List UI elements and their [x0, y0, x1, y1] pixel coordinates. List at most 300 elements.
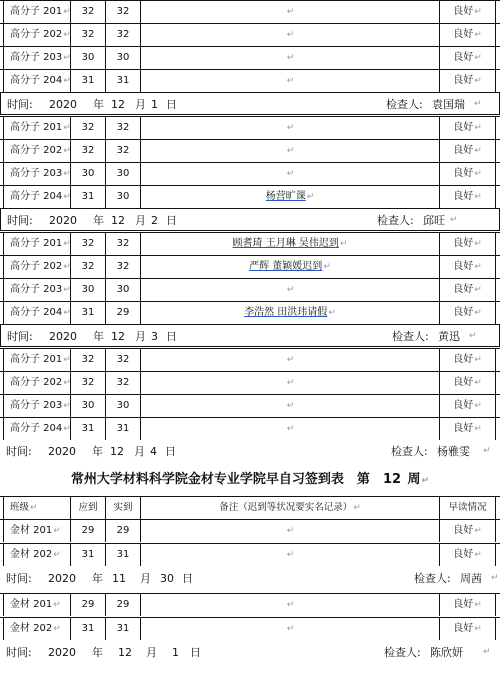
reading-status-cell-text: 良好: [453, 423, 474, 434]
paragraph-mark-icon: ↵: [450, 215, 458, 225]
inspector-label: 检查人:: [391, 445, 428, 458]
class-cell-text: 金材 201: [10, 599, 53, 610]
reading-status-cell: [439, 186, 496, 208]
actual-count-cell-text: 32: [116, 29, 130, 40]
reading-status-cell-text: 良好: [453, 261, 474, 272]
actual-count-cell: [105, 186, 140, 208]
table-row: [0, 46, 500, 69]
class-cell: [3, 24, 70, 46]
header-remark: [140, 497, 439, 519]
expected-count-cell-text: 29: [81, 525, 95, 536]
actual-count-cell-text: 31: [116, 623, 130, 634]
expected-count-cell: [70, 163, 105, 185]
table-row: [0, 23, 500, 46]
expected-count-cell-text: 30: [81, 168, 95, 179]
remark-cell: [140, 163, 439, 185]
actual-count-cell-text: 29: [116, 307, 130, 318]
table-row: [0, 617, 500, 640]
expected-count-cell: [70, 140, 105, 162]
class-cell-text: 高分子 204: [10, 307, 63, 318]
date-inspector-line: [0, 208, 500, 231]
actual-count-cell-text: 32: [116, 261, 130, 272]
actual-count-cell: [105, 163, 140, 185]
day-value: 4: [150, 445, 157, 458]
paragraph-mark-icon: ↵: [63, 192, 71, 202]
header-class: [3, 497, 70, 519]
reading-status-cell: [439, 70, 496, 92]
actual-count-cell: [105, 70, 140, 92]
remark-cell: [140, 24, 439, 46]
expected-count-cell: [70, 544, 105, 566]
reading-status-cell-text: 良好: [453, 6, 474, 17]
expected-count-cell-text: 32: [81, 145, 95, 156]
paragraph-mark-icon: ↵: [474, 262, 482, 272]
reading-status-cell-text: 良好: [453, 122, 474, 133]
paragraph-mark-icon: ↵: [286, 624, 295, 634]
year-value: 2020: [48, 646, 76, 659]
week-label: 第: [356, 472, 370, 487]
actual-count-cell: [105, 47, 140, 69]
class-cell-text: 高分子 202: [10, 377, 63, 388]
paragraph-mark-icon: ↵: [53, 624, 61, 634]
paragraph-mark-icon: ↵: [286, 146, 295, 156]
month-value: 12: [118, 646, 132, 659]
paragraph-mark-icon: ↵: [286, 378, 295, 388]
paragraph-mark-icon: ↵: [474, 169, 482, 179]
table-row: [0, 519, 500, 542]
actual-count-cell-text: 31: [116, 423, 130, 434]
class-cell-text: 高分子 201: [10, 122, 63, 133]
year-unit: 年: [92, 572, 103, 585]
month-unit: 月: [135, 214, 146, 227]
day-unit: 日: [165, 445, 176, 458]
reading-status-cell: [439, 117, 496, 139]
year-value: 2020: [48, 572, 76, 585]
actual-count-cell: [105, 395, 140, 417]
month-unit: 月: [146, 646, 157, 659]
paragraph-mark-icon: ↵: [286, 550, 295, 560]
paragraph-mark-icon: ↵: [474, 239, 482, 249]
paragraph-mark-icon: ↵: [63, 378, 71, 388]
expected-count-cell-text: 32: [81, 29, 95, 40]
paragraph-mark-icon: ↵: [53, 600, 61, 610]
expected-count-cell: [70, 186, 105, 208]
day-unit: 日: [166, 330, 177, 343]
actual-count-cell: [105, 349, 140, 371]
year-unit: 年: [92, 445, 103, 458]
class-cell: [3, 70, 70, 92]
sheet-title-text: 常州大学材料科学院金材专业学院早自习签到表: [70, 472, 344, 487]
actual-count-cell: [105, 520, 140, 542]
reading-status-cell: [439, 256, 496, 278]
paragraph-mark-icon: ↵: [474, 99, 482, 109]
date-inspector-line: [0, 324, 500, 347]
actual-count-cell: [105, 1, 140, 23]
class-cell-text: 高分子 203: [10, 400, 63, 411]
actual-count-cell: [105, 279, 140, 301]
inspector-name: 周茜: [460, 572, 482, 585]
class-cell: [3, 544, 70, 566]
actual-count-cell-text: 30: [116, 191, 130, 202]
inspector-label: 检查人:: [392, 330, 429, 343]
class-cell-text: 高分子 202: [10, 29, 63, 40]
table-row: [0, 278, 500, 301]
inspector-label: 检查人:: [377, 214, 414, 227]
class-cell: [3, 349, 70, 371]
reading-status-cell: [439, 47, 496, 69]
paragraph-mark-icon: ↵: [63, 30, 71, 40]
header-reading: [439, 497, 496, 519]
remark-cell: [140, 349, 439, 371]
header-remark-text: 备注（迟到等状况要实名记录）: [219, 502, 353, 513]
actual-count-cell: [105, 24, 140, 46]
paragraph-mark-icon: ↵: [63, 7, 71, 17]
inspector-name: 邱旺: [423, 214, 445, 227]
actual-count-cell: [105, 594, 140, 616]
reading-status-cell-text: 良好: [453, 52, 474, 63]
class-cell: [3, 279, 70, 301]
reading-status-cell: [439, 302, 496, 324]
sheet-title: [0, 466, 500, 494]
header-expected-text: 应到: [78, 502, 98, 513]
class-cell: [3, 140, 70, 162]
reading-status-cell-text: 良好: [453, 354, 474, 365]
reading-status-cell-text: 良好: [453, 307, 474, 318]
expected-count-cell: [70, 618, 105, 640]
paragraph-mark-icon: ↵: [286, 424, 295, 434]
expected-count-cell-text: 29: [81, 599, 95, 610]
day-unit: 日: [190, 646, 201, 659]
day-unit: 日: [166, 98, 177, 111]
actual-count-cell-text: 31: [116, 549, 130, 560]
inspector-label: 检查人:: [414, 572, 451, 585]
actual-count-cell-text: 31: [116, 75, 130, 86]
paragraph-mark-icon: ↵: [474, 550, 482, 560]
reading-status-cell-text: 良好: [453, 623, 474, 634]
date-inspector-line: [0, 92, 500, 115]
expected-count-cell: [70, 349, 105, 371]
expected-count-cell: [70, 1, 105, 23]
header-expected: [70, 497, 105, 519]
expected-count-cell-text: 30: [81, 52, 95, 63]
paragraph-mark-icon: ↵: [474, 146, 482, 156]
remark-cell: [140, 418, 439, 440]
paragraph-mark-icon: ↵: [474, 378, 482, 388]
paragraph-mark-icon: ↵: [286, 169, 295, 179]
class-cell: [3, 520, 70, 542]
header-class-text: 班级: [10, 502, 30, 513]
paragraph-mark-icon: ↵: [323, 262, 331, 272]
reading-status-cell: [439, 24, 496, 46]
actual-count-cell-text: 30: [116, 400, 130, 411]
paragraph-mark-icon: ↵: [63, 123, 71, 133]
day-value: 1: [151, 98, 158, 111]
remark-cell: [140, 372, 439, 394]
class-cell: [3, 186, 70, 208]
paragraph-mark-icon: ↵: [53, 526, 61, 536]
expected-count-cell-text: 32: [81, 122, 95, 133]
day-value: 1: [172, 646, 179, 659]
actual-count-cell: [105, 418, 140, 440]
remark-cell: [140, 618, 439, 640]
month-unit: 月: [134, 445, 145, 458]
inspector-label: 检查人:: [384, 646, 421, 659]
remark-cell: [140, 47, 439, 69]
reading-status-cell-text: 良好: [453, 29, 474, 40]
inspector-name: 陈欣妍: [430, 646, 463, 659]
paragraph-mark-icon: ↵: [474, 308, 482, 318]
reading-status-cell: [439, 418, 496, 440]
actual-count-cell-text: 32: [116, 6, 130, 17]
class-cell-text: 金材 202: [10, 549, 53, 560]
paragraph-mark-icon: ↵: [286, 526, 295, 536]
actual-count-cell-text: 30: [116, 52, 130, 63]
remark-cell: [140, 544, 439, 566]
remark-cell-text: 严辉 董颖媛迟到: [249, 261, 323, 272]
time-label: 时间:: [7, 214, 33, 227]
paragraph-mark-icon: ↵: [286, 355, 295, 365]
actual-count-cell: [105, 302, 140, 324]
month-value: 12: [110, 445, 124, 458]
paragraph-mark-icon: ↵: [474, 600, 482, 610]
class-cell-text: 金材 202: [10, 623, 53, 634]
month-unit: 月: [135, 98, 146, 111]
class-cell-text: 高分子 201: [10, 354, 63, 365]
table-header-row: [0, 496, 500, 519]
table-row: [0, 185, 500, 208]
paragraph-mark-icon: ↵: [286, 401, 295, 411]
expected-count-cell-text: 31: [81, 623, 95, 634]
time-label: 时间:: [6, 646, 32, 659]
class-cell: [3, 117, 70, 139]
class-cell-text: 高分子 203: [10, 284, 63, 295]
actual-count-cell: [105, 117, 140, 139]
paragraph-mark-icon: ↵: [474, 355, 482, 365]
class-cell: [3, 372, 70, 394]
reading-status-cell: [439, 520, 496, 542]
reading-status-cell-text: 良好: [453, 168, 474, 179]
expected-count-cell: [70, 372, 105, 394]
time-label: 时间:: [7, 98, 33, 111]
header-reading-text: 早读情况: [448, 502, 487, 513]
reading-status-cell-text: 良好: [453, 145, 474, 156]
year-value: 2020: [49, 98, 77, 111]
expected-count-cell: [70, 24, 105, 46]
paragraph-mark-icon: ↵: [328, 308, 336, 318]
class-cell-text: 金材 201: [10, 525, 53, 536]
reading-status-cell: [439, 1, 496, 23]
class-cell-text: 高分子 201: [10, 238, 63, 249]
class-cell-text: 高分子 202: [10, 261, 63, 272]
paragraph-mark-icon: ↵: [286, 600, 295, 610]
year-unit: 年: [92, 646, 103, 659]
table-row: [0, 348, 500, 371]
class-cell: [3, 47, 70, 69]
class-cell-text: 高分子 204: [10, 423, 63, 434]
reading-status-cell: [439, 279, 496, 301]
remark-cell: [140, 279, 439, 301]
expected-count-cell: [70, 594, 105, 616]
week-unit: 周: [407, 472, 421, 487]
remark-cell: [140, 256, 439, 278]
time-label: 时间:: [7, 330, 33, 343]
actual-count-cell-text: 30: [116, 284, 130, 295]
paragraph-mark-icon: ↵: [286, 123, 295, 133]
reading-status-cell-text: 良好: [453, 400, 474, 411]
class-cell: [3, 594, 70, 616]
actual-count-cell: [105, 618, 140, 640]
inspector-name: 袁国瑞: [432, 98, 465, 111]
class-cell-text: 高分子 203: [10, 52, 63, 63]
year-unit: 年: [93, 330, 104, 343]
expected-count-cell-text: 32: [81, 238, 95, 249]
class-cell: [3, 1, 70, 23]
time-label: 时间:: [6, 445, 32, 458]
paragraph-mark-icon: ↵: [474, 526, 482, 536]
remark-cell: [140, 186, 439, 208]
remark-cell-text: 杨营旷课: [265, 191, 306, 202]
paragraph-mark-icon: ↵: [339, 239, 348, 249]
year-value: 2020: [48, 445, 76, 458]
expected-count-cell: [70, 395, 105, 417]
expected-count-cell-text: 31: [81, 75, 95, 86]
expected-count-cell-text: 31: [81, 423, 95, 434]
paragraph-mark-icon: ↵: [53, 550, 61, 560]
paragraph-mark-icon: ↵: [474, 30, 482, 40]
reading-status-cell-text: 良好: [453, 525, 474, 536]
paragraph-mark-icon: ↵: [63, 355, 71, 365]
month-unit: 月: [135, 330, 146, 343]
class-cell-text: 高分子 201: [10, 6, 63, 17]
paragraph-mark-icon: ↵: [286, 76, 295, 86]
reading-status-cell: [439, 395, 496, 417]
month-unit: 月: [140, 572, 151, 585]
paragraph-mark-icon: ↵: [286, 285, 295, 295]
class-cell: [3, 163, 70, 185]
actual-count-cell-text: 32: [116, 377, 130, 388]
reading-status-cell-text: 良好: [453, 75, 474, 86]
paragraph-mark-icon: ↵: [474, 624, 482, 634]
inspector-label: 检查人:: [386, 98, 423, 111]
table-row: [0, 116, 500, 139]
paragraph-mark-icon: ↵: [63, 146, 71, 156]
expected-count-cell-text: 32: [81, 6, 95, 17]
paragraph-mark-icon: ↵: [63, 239, 71, 249]
actual-count-cell-text: 32: [116, 145, 130, 156]
expected-count-cell-text: 31: [81, 307, 95, 318]
paragraph-mark-icon: ↵: [63, 308, 71, 318]
month-value: 11: [112, 572, 126, 585]
reading-status-cell: [439, 372, 496, 394]
paragraph-mark-icon: ↵: [353, 503, 361, 513]
inspector-name: 黄迅: [438, 330, 460, 343]
reading-status-cell-text: 良好: [453, 238, 474, 249]
paragraph-mark-icon: ↵: [63, 53, 71, 63]
expected-count-cell: [70, 256, 105, 278]
expected-count-cell-text: 32: [81, 261, 95, 272]
remark-cell: [140, 395, 439, 417]
reading-status-cell-text: 良好: [453, 284, 474, 295]
expected-count-cell: [70, 233, 105, 255]
paragraph-mark-icon: ↵: [63, 262, 71, 272]
month-value: 12: [111, 98, 125, 111]
remark-cell-text: 李浩然 田洪玮请假: [244, 307, 328, 318]
expected-count-cell-text: 31: [81, 191, 95, 202]
day-unit: 日: [182, 572, 193, 585]
expected-count-cell-text: 32: [81, 354, 95, 365]
time-label: 时间:: [6, 572, 32, 585]
expected-count-cell: [70, 47, 105, 69]
expected-count-cell-text: 31: [81, 549, 95, 560]
class-cell: [3, 256, 70, 278]
expected-count-cell: [70, 279, 105, 301]
inspector-name: 杨雅雯: [437, 445, 470, 458]
day-unit: 日: [166, 214, 177, 227]
remark-cell-text: 顾耆琦 王月琳 吴伟迟到: [232, 238, 339, 249]
expected-count-cell-text: 30: [81, 284, 95, 295]
actual-count-cell-text: 29: [116, 525, 130, 536]
paragraph-mark-icon: ↵: [483, 446, 491, 456]
actual-count-cell: [105, 544, 140, 566]
actual-count-cell-text: 32: [116, 122, 130, 133]
paragraph-mark-icon: ↵: [63, 169, 71, 179]
actual-count-cell: [105, 233, 140, 255]
paragraph-mark-icon: ↵: [491, 573, 499, 583]
month-value: 12: [111, 214, 125, 227]
date-inspector-line: [0, 567, 500, 590]
table-row: [0, 69, 500, 92]
paragraph-mark-icon: ↵: [286, 30, 295, 40]
paragraph-mark-icon: ↵: [63, 424, 71, 434]
day-value: 30: [160, 572, 174, 585]
reading-status-cell: [439, 618, 496, 640]
header-actual: [105, 497, 140, 519]
paragraph-mark-icon: ↵: [63, 285, 71, 295]
paragraph-mark-icon: ↵: [474, 53, 482, 63]
paragraph-mark-icon: ↵: [474, 424, 482, 434]
table-row: [0, 255, 500, 278]
header-actual-text: 实到: [113, 502, 133, 513]
paragraph-mark-icon: ↵: [474, 285, 482, 295]
day-value: 2: [151, 214, 158, 227]
reading-status-cell: [439, 544, 496, 566]
actual-count-cell-text: 29: [116, 599, 130, 610]
table-row: [0, 139, 500, 162]
class-cell: [3, 618, 70, 640]
year-value: 2020: [49, 330, 77, 343]
actual-count-cell: [105, 140, 140, 162]
paragraph-mark-icon: ↵: [483, 647, 491, 657]
date-inspector-line: [0, 641, 500, 664]
paragraph-mark-icon: ↵: [474, 76, 482, 86]
table-row: [0, 543, 500, 566]
remark-cell: [140, 140, 439, 162]
table-row: [0, 417, 500, 440]
class-cell: [3, 233, 70, 255]
paragraph-mark-icon: ↵: [63, 76, 71, 86]
table-row: [0, 371, 500, 394]
expected-count-cell: [70, 418, 105, 440]
expected-count-cell: [70, 70, 105, 92]
expected-count-cell: [70, 117, 105, 139]
paragraph-mark-icon: ↵: [474, 123, 482, 133]
table-row: [0, 0, 500, 23]
class-cell-text: 高分子 203: [10, 168, 63, 179]
paragraph-mark-icon: ↵: [286, 53, 295, 63]
actual-count-cell: [105, 256, 140, 278]
paragraph-mark-icon: ↵: [421, 476, 430, 486]
paragraph-mark-icon: ↵: [469, 331, 477, 341]
